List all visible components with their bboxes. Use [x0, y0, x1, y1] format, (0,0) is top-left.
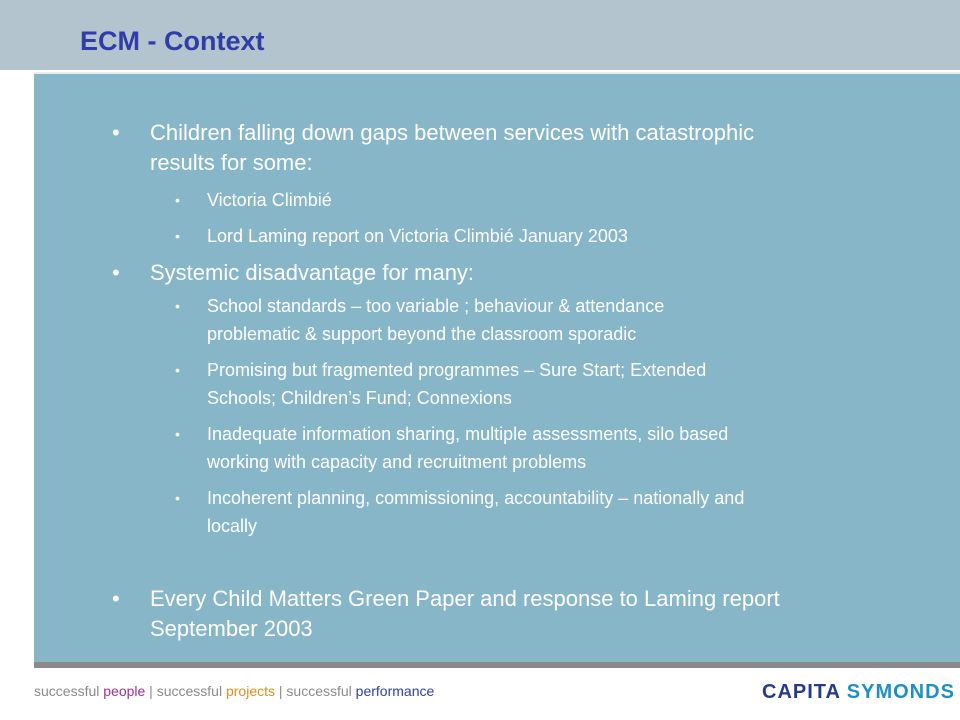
bullet-dot-icon: • — [112, 260, 120, 285]
tagline-text: successful — [34, 683, 104, 699]
tagline-text: | successful — [145, 683, 226, 699]
footer-tagline — [34, 683, 434, 699]
bullet-text: Systemic disadvantage for many: — [150, 260, 475, 285]
sub-bullet-text: locally — [207, 516, 258, 536]
sub-bullet-text: Lord Laming report on Victoria Climbié January 2003 — [207, 226, 628, 246]
tagline-projects: projects — [225, 683, 275, 699]
capita-symonds-logo — [762, 681, 955, 704]
tagline-performance: performance — [355, 683, 435, 699]
bullet-dot-icon: • — [175, 192, 180, 208]
bullet-dot-icon: • — [175, 298, 180, 314]
sub-bullet-text: Promising but fragmented programmes – Sure Start; Extended — [207, 360, 707, 380]
tagline-people: people — [103, 683, 146, 699]
bullet-dot-icon: • — [175, 490, 180, 506]
bullet-text: September 2003 — [150, 616, 313, 641]
bullet-text: Every Child Matters Green Paper and response to Laming report — [150, 586, 780, 611]
bullet-text: results for some: — [150, 150, 313, 175]
bullet-dot-icon: • — [112, 120, 120, 145]
logo-capita: CAPITA — [762, 681, 841, 703]
slide-title: ECM - Context — [80, 26, 265, 56]
sub-bullet-text: problematic & support beyond the classroom sporadic — [207, 324, 637, 344]
sub-bullet-text: Inadequate information sharing, multiple assessments, silo based — [207, 424, 729, 444]
bullet-dot-icon: • — [112, 586, 120, 611]
tagline-text: | successful — [275, 683, 356, 699]
logo-symonds: SYMONDS — [846, 681, 955, 703]
bullet-dot-icon: • — [175, 228, 180, 244]
bullet-text: Children falling down gaps between services with catastrophic — [150, 120, 755, 145]
sub-bullet-text: School standards – too variable ; behaviour & attendance — [207, 296, 665, 316]
bullet-dot-icon: • — [175, 362, 180, 378]
sub-bullet-text: Incoherent planning, commissioning, accountability – nationally and — [207, 488, 745, 508]
bullet-dot-icon: • — [175, 426, 180, 442]
sub-bullet-text: working with capacity and recruitment problems — [207, 452, 587, 472]
sub-bullet-text: Victoria Climbié — [207, 190, 332, 210]
sub-bullet-text: Schools; Children’s Fund; Connexions — [207, 388, 512, 408]
